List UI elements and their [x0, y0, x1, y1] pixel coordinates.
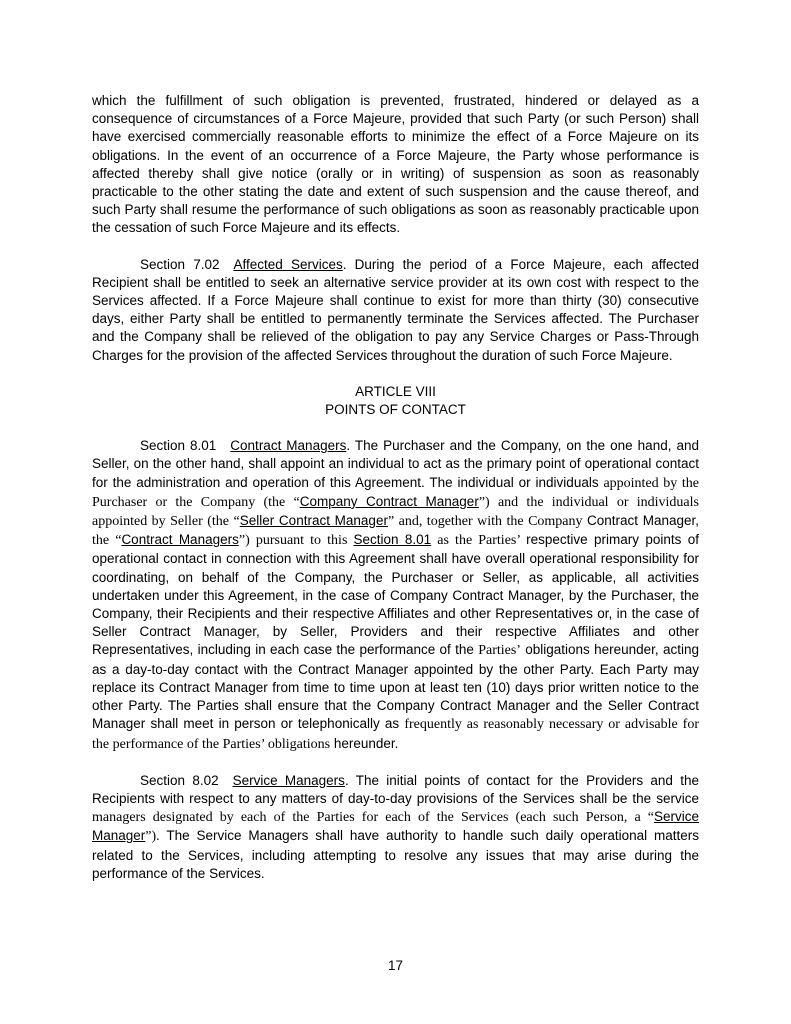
section-number: Section 7.02	[140, 256, 220, 272]
section-text: hereunder.	[330, 735, 399, 751]
section-text: frequently as reasonably necessary or advisable for the performance of the Parties’ obligations	[92, 717, 699, 752]
section-text: as the Parties’	[431, 533, 527, 549]
section-8-01	[92, 437, 699, 753]
section-text: respective primary points of operational contact in connection with this Agreement shall have overall operational responsibility for coordinating, on behalf of the Company, the Purchaser or Seller, as applicable, all activities undertaken under this Agreement, in the case of Company Contract Manager, by the Purchaser, the Company, their Recipients and their respective Affiliates and other Representatives or, in the case of Seller Contract Manager, by Seller, Providers and their respective Affiliates and other Representatives, including in each case the performance of the	[92, 532, 699, 658]
section-text: the “	[92, 533, 122, 549]
section-text: Parties’	[478, 643, 521, 659]
page-number: 17	[387, 958, 404, 973]
section-text: Contract Manager,	[586, 513, 699, 529]
section-text: ”) and the individual or individuals appointed by Seller (the “	[92, 494, 699, 530]
section-number: Section 8.01	[140, 438, 217, 454]
cross-reference: Section 8.01	[353, 532, 432, 548]
section-title: Contract Managers	[230, 438, 347, 454]
section-text: . During the period of a Force Majeure, each affected Recipient shall be entitled to seek an alternative service provider at its own cost with respect to the Services affected. If a Force Majeure shall continue to exist for more than thirty (30) consecutive days, either Party shall be entitled to permanently terminate the Services affected. The Purchaser and the Company shall be relieved of the obligation to pay any Service Charges or Pass-Through Charges for the provision of the affected Services throughout the duration of such Force Majeure.	[92, 256, 699, 363]
section-text: appointed by the Purchaser or the Company (the “	[92, 475, 699, 510]
section-text: . The initial points of contact for the Providers and the Recipients with respect to any matters of day-to-day provisions of the Services shall be the service	[92, 772, 699, 806]
article-number: ARTICLE VIII	[355, 383, 436, 399]
defined-term: Contract Managers	[121, 532, 239, 548]
section-text: ”) pursuant to this	[238, 533, 354, 549]
section-title: Affected Services	[233, 256, 343, 272]
section-8-02	[92, 772, 699, 883]
article-title: POINTS OF CONTACT	[325, 402, 466, 418]
section-text: . The Purchaser and the Company, on the one hand, and Seller, on the other hand, shall appoint an individual to act as the primary point of operational contact for the administration and operation of this Agreement. The individual or individuals	[92, 438, 699, 490]
section-text: managers designated by each of the Parties for each of the Services (each such Person, a “	[92, 810, 654, 826]
section-text: The Service Managers shall have authority to handle such daily operational matters related to the Services, including attempting to resolve any issues that may arise during the performance of the Services.	[92, 828, 699, 881]
section-text: ” and, together with the Company	[387, 514, 587, 530]
section-text: ”).	[145, 829, 160, 845]
section-title: Service Managers	[232, 772, 345, 788]
defined-term: Seller Contract Manager	[239, 513, 388, 529]
defined-term: Service Manager	[92, 809, 699, 844]
defined-term: Company Contract Manager	[299, 493, 479, 509]
document-page	[92, 92, 699, 901]
section-number: Section 8.02	[140, 772, 219, 788]
article-heading	[92, 383, 699, 419]
paragraph-force-majeure-continued: which the fulfillment of such obligation is prevented, frustrated, hindered or delayed as a consequence of circumstances of a Force Majeure, provided that such Party (or such Person) shall have exercised commercially reasonable efforts to minimize the effect of a Force Majeure on its obligations. In the event of an occurrence of a Force Majeure, the Party whose performance is affected thereby shall give notice (orally or in writing) of suspension as soon as reasonably practicable to the other stating the date and extent of such suspension and the cause thereof, and such Party shall resume the performance of such obligations as soon as reasonably practicable upon the cessation of such Force Majeure and its effects.	[92, 93, 699, 236]
section-7-02	[92, 256, 699, 365]
section-text: obligations hereunder, acting as a day-to-day contact with the Contract Manager appointed by the other Party. Each Party may replace its Contract Manager from time to time upon at least ten (10) days prior written notice to the other Party. The Parties shall ensure that the Company Contract Manager and the Seller Contract Manager shall meet in person or telephonically as	[92, 642, 699, 732]
